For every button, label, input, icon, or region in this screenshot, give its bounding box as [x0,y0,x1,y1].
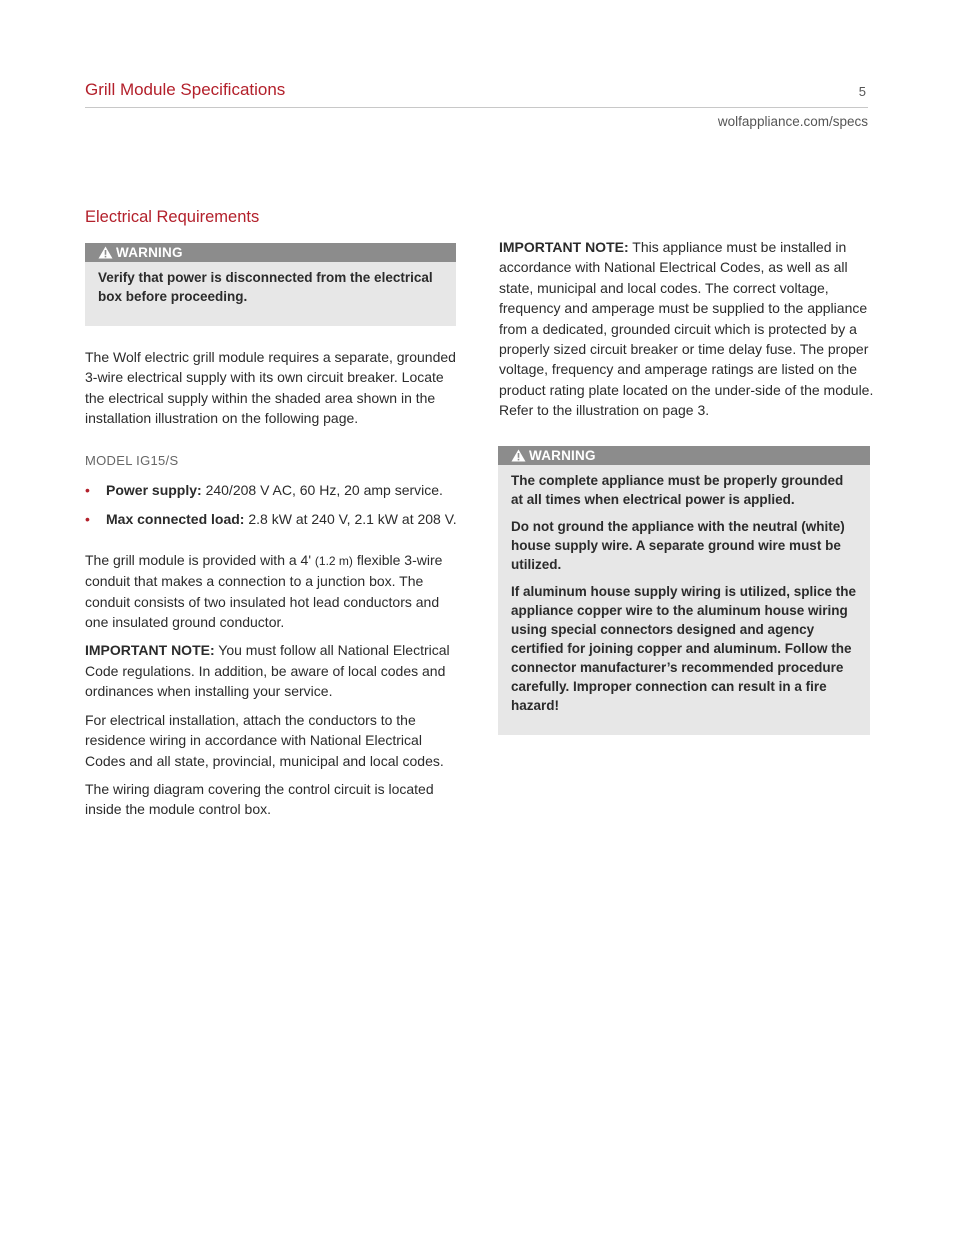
site-url: wolfappliance.com/specs [717,114,868,129]
warning-triangle-icon [98,246,113,259]
right-column [499,237,875,735]
conduit-metric: (1.2 m) [314,553,353,568]
important-note-left [85,640,465,701]
warning-text: Verify that power is disconnected from the electrical box before proceeding. [98,270,433,304]
spec-item-power [85,480,465,500]
conduit-paragraph [85,550,465,633]
warning-body [498,465,870,735]
spec-list [85,480,465,530]
spec-label: Power supply: [106,482,202,499]
section-title: Electrical Requirements [85,208,260,226]
bullet-icon: • [85,482,90,499]
warning-label: WARNING [116,245,183,260]
warning-paragraph-3: If aluminum house supply wiring is utilized, splice the appliance copper wire to the aluminum house wiring using special connectors designed and agency certified for joining copper and aluminum. Follow the connector manufacturer’s recommended procedure carefully. Improper connection can result in a fire hazard! [511,583,857,713]
conduit-text-end: flexible 3-wire conduit that makes a connection to a junction box. The conduit consists of two insulated hot lead conductors and one insulated ground conductor. [85,551,443,631]
note-text: This appliance must be installed in accordance with National Electrical Codes, as well as all state, municipal and local codes. The correct voltage, frequency and amperage must be supplied to the appliance from a dedicated, grounded circuit which is protected by a properly sized circuit breaker or time delay fuse. The proper voltage, frequency and amperage ratings are listed on the product rating plate located on the under-side of the module. Refer to the illustration on page 3. [499,239,874,419]
important-note-right [499,237,875,421]
spec-value: 240/208 V AC, 60 Hz, 20 amp service. [205,482,443,499]
installation-paragraph: For electrical installation, attach the conductors to the residence wiring in accordance with National Electrical Codes and all state, provincial, municipal and local codes. [85,711,444,769]
warning-paragraph-2: Do not ground the appliance with the neutral (white) house supply wire. A separate ground wire must be utilized. [511,518,845,572]
header-divider [85,107,868,108]
warning-box [85,243,456,326]
note-label: IMPORTANT NOTE: [85,642,215,659]
note-text: You must follow all National Electrical Code regulations. In addition, be aware of local codes and ordinances when installing your service. [85,642,450,700]
spec-item-load [85,509,465,529]
wiring-diagram-paragraph: The wiring diagram covering the control circuit is located inside the module control box. [85,780,434,818]
model-label: MODEL IG15/S [85,452,179,468]
page-number: 5 [858,84,866,99]
bullet-icon: • [85,511,90,528]
warning-paragraph-1: The complete appliance must be properly grounded at all times when electrical power is applied. [511,472,844,507]
left-body [85,347,465,828]
spec-label: Max connected load: [106,511,245,528]
intro-paragraph: The Wolf electric grill module requires a separate, grounded 3-wire electrical supply with its own circuit breaker. Locate the electrical supply within the shaded area shown in the installation illustration on the following page. [85,349,456,427]
warning-box-grounding [498,446,870,735]
left-column [85,243,456,326]
spec-value: 2.8 kW at 240 V, 2.1 kW at 208 V. [248,511,457,528]
conduit-text-start: The grill module is provided with a 4' [85,551,312,568]
warning-header [85,243,456,262]
warning-triangle-icon [511,449,526,462]
warning-body [85,262,456,326]
header-title: Grill Module Specifications [85,80,286,99]
note-label: IMPORTANT NOTE: [499,239,629,255]
warning-header [498,446,870,465]
warning-label: WARNING [529,447,596,463]
